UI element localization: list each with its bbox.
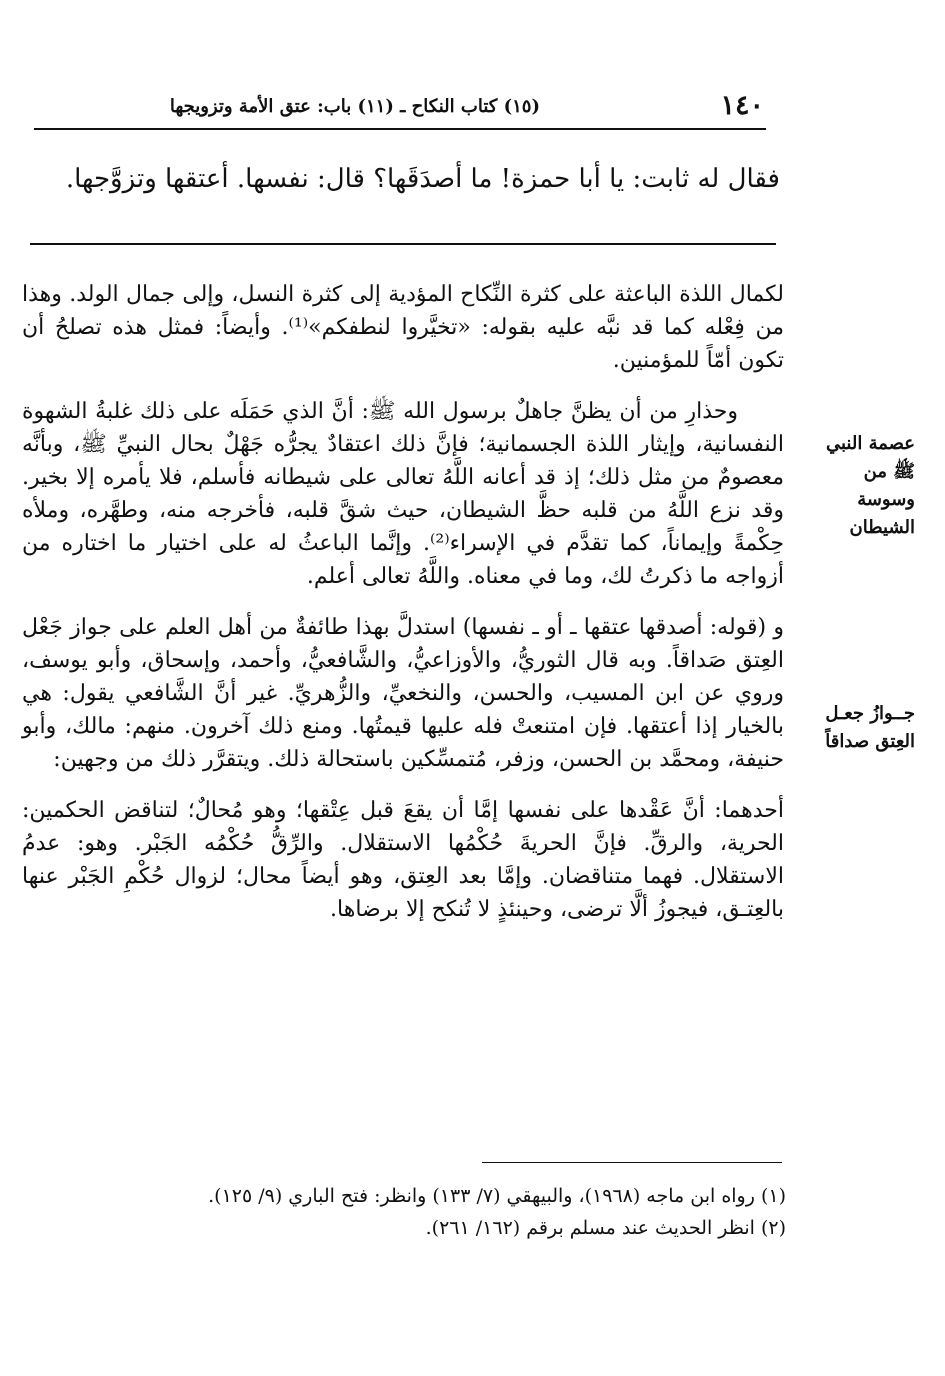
page-header [34, 88, 766, 130]
running-head: (١٥) كتاب النكاح ـ (١١) باب: عتق الأمة وتزويجها [169, 96, 540, 117]
footnote-2: (٢) انظر الحديث عند مسلم برقم (١٦٢/ ٢٦١). [425, 1217, 786, 1239]
separator-rule [30, 243, 776, 245]
footnote-separator [482, 1162, 782, 1163]
paragraph-2: وحذارِ من أن يظنَّ جاهلٌ برسول الله ﷺ: أنَّ الذي حَمَلَه على ذلك غلبةُ الشهوة النفسانية، وإيثار اللذة الجسمانية؛ فإنَّ ذلك اعتقادٌ يجرُّه جَهْلٌ بحال النبيِّ ﷺ، وبأنَّه معصومٌ من مثل ذلك؛ إذ قد أعانه اللَّهُ تعالى على شيطانه فأسلم، فلا يأمره إلا بخير. وقد نزع اللَّهُ من قلبه حظَّ الشيطان، حيث شقَّ قلبه، فأخرجه منه، وطهَّره، وملأه حِكْمةً وإيماناً، كما تقدَّم في الإسراء⁽²⁾. وإنَّما الباعثُ له على اختيار ما اختاره من أزواجه ما ذكرتُ لك، وما في معناه. واللَّهُ تعالى أعلم. [22, 399, 784, 589]
page-number: ١٤٠ [720, 90, 764, 121]
margin-note-manumission-dowry: جــوازُ جعـل العِتق صداقاً [825, 703, 915, 752]
paragraph-4: أحدهما: أنَّ عَقْدها على نفسها إمَّا أن يقعَ قبل عِتْقها؛ وهو مُحالٌ؛ لتناقض الحكمين: الحرية، والرقِّ. فإنَّ الحريةَ حُكْمُها الاستقلال. والرِّقُّ حُكْمُه الجَبْر. وهو: عدمُ الاستقلال. فهما متناقضان. وإمَّا بعد العِتق، وهو أيضاً محال؛ لزوال حُكْمِ الجَبْر عنها بالعِتـق، فيجوزُ ألَّا ترضى، وحينئذٍ لا تُنكح إلا برضاها. [22, 798, 784, 922]
margin-note-prophet-protection: عصمة النبي ﷺ من وسوسة الشيطان [825, 433, 915, 538]
hadith-text-line: فقال له ثابت: يا أبا حمزة! ما أصدَقَها؟ قال: نفسها. أعتقها وتزوَّجها. [65, 164, 780, 194]
paragraph-3: و (قوله: أصدقها عتقها ـ أو ـ نفسها) استدلَّ بهذا طائفةٌ من أهل العلم على جواز جَعْل العِتق صَداقاً. وبه قال الثوريُّ، والأوزاعيُّ، والشَّافعيُّ، وأحمد، وإسحاق، وأبو يوسف، وروي عن ابن المسيب، والحسن، والنخعيِّ، والزُّهريِّ. غير أنَّ الشَّافعي يقول: هي بالخيار إذا أعتقها. فإن امتنعتْ فله عليها قيمتُها. ومنع ذلك آخرون. منهم: مالك، وأبو حنيفة، ومحمَّد بن الحسن، وزفر، مُتمسِّكين باستحالة ذلك. ويتقرَّر ذلك من وجهين: [22, 615, 785, 772]
footnote-1: (١) رواه ابن ماجه (١٩٦٨)، والبيهقي (٧/ ١٣٣) وانظر: فتح الباري (٩/ ١٢٥). [208, 1185, 786, 1207]
footnotes [40, 1180, 786, 1244]
commentary-body [22, 278, 784, 944]
paragraph-1: لكمال اللذة الباعثة على كثرة النِّكاح المؤدية إلى كثرة النسل، وإلى جمال الولد. وهذا من فِعْله كما قد نبَّه عليه بقوله: «تخيَّروا لنطفكم»⁽¹⁾. وأيضاً: فمثل هذه تصلحُ أن تكون أمّاً للمؤمنين. [22, 282, 784, 373]
